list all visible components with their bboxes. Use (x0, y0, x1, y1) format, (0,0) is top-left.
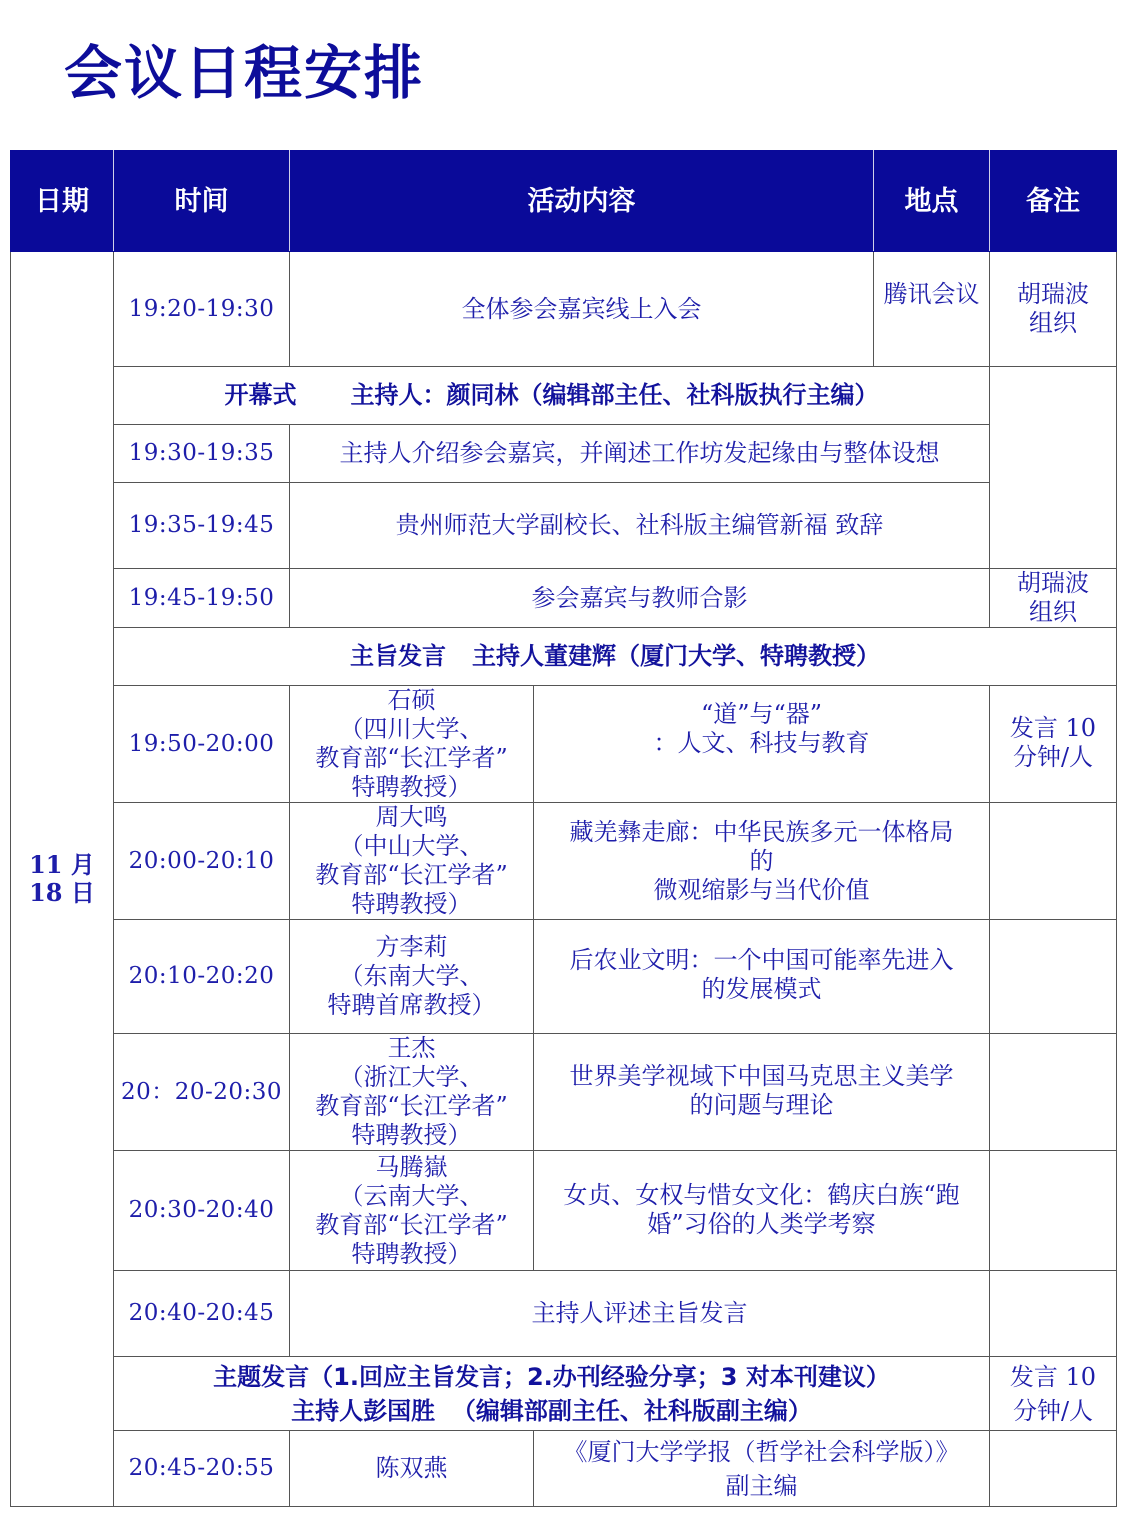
header-date: 日期 (11, 151, 114, 252)
speaker-cell: 马腾嶽 （云南大学、 教育部“长江学者” 特聘教授） (290, 1151, 534, 1271)
topic-cell: “道”与“器” ：人文、科技与教育 (534, 686, 990, 803)
activity-cell: 全体参会嘉宾线上入会 (290, 252, 874, 367)
table-row (11, 803, 1117, 920)
speaker-cell: 石硕 （四川大学、 教育部“长江学者” 特聘教授） (290, 686, 534, 803)
date-cell (11, 252, 114, 1507)
note-cell: 胡瑞波 组织 (990, 252, 1117, 367)
theme-title (114, 1357, 990, 1431)
speaker-cell: 方李莉 （东南大学、 特聘首席教授） (290, 920, 534, 1034)
theme-host: 主持人彭国胜 （编辑部副主任、社科版副主编） (291, 1396, 812, 1425)
activity-cell: 贵州师范大学副校长、社科版主编管新福 致辞 (290, 483, 990, 569)
note-cell-empty (990, 1431, 1117, 1507)
keynote-label: 主旨发言 (350, 642, 446, 670)
note-cell-empty (990, 1034, 1117, 1151)
opening-label: 开幕式 (224, 381, 297, 409)
keynote-title (114, 628, 1117, 686)
table-row (11, 1151, 1117, 1271)
activity-cell: 主持人评述主旨发言 (290, 1271, 990, 1357)
note-cell-empty (990, 367, 1117, 569)
time-cell: 19:35-19:45 (114, 483, 290, 569)
time-cell: 19:20-19:30 (114, 252, 290, 367)
date-day: 18 日 (29, 878, 95, 907)
time-cell: 19:45-19:50 (114, 569, 290, 628)
activity-cell: 参会嘉宾与教师合影 (290, 569, 990, 628)
note-cell-empty (990, 920, 1117, 1034)
note-cell: 胡瑞波 组织 (990, 569, 1117, 628)
header-note: 备注 (990, 151, 1117, 252)
date-month: 11 月 (29, 850, 95, 879)
speaker-cell: 周大鸣 （中山大学、 教育部“长江学者” 特聘教授） (290, 803, 534, 920)
time-cell: 20:45-20:55 (114, 1431, 290, 1507)
note-cell: 发言 10 分钟/人 (990, 1357, 1117, 1431)
header-row (11, 151, 1117, 252)
topic-cell: 后农业文明：一个中国可能率先进入 的发展模式 (534, 920, 990, 1034)
page-title: 会议日程安排 (64, 39, 425, 107)
session-header-opening (11, 367, 1117, 425)
schedule-table (10, 150, 1117, 1507)
note-cell-empty (990, 1151, 1117, 1271)
table-row (11, 1271, 1117, 1357)
time-cell: 20:30-20:40 (114, 1151, 290, 1271)
time-cell: 20:00-20:10 (114, 803, 290, 920)
time-cell: 19:30-19:35 (114, 425, 290, 483)
table-row (11, 1034, 1117, 1151)
speaker-cell: 陈双燕 (290, 1431, 534, 1507)
opening-host: 主持人：颜同林（编辑部主任、社科版执行主编） (350, 381, 879, 409)
activity-cell: 主持人介绍参会嘉宾，并阐述工作坊发起缘由与整体设想 (290, 425, 990, 483)
header-time: 时间 (114, 151, 290, 252)
topic-cell: 世界美学视域下中国马克思主义美学 的问题与理论 (534, 1034, 990, 1151)
time-cell: 19:50-20:00 (114, 686, 290, 803)
time-cell: 20:10-20:20 (114, 920, 290, 1034)
topic-cell: 女贞、女权与惜女文化：鹤庆白族“跑 婚”习俗的人类学考察 (534, 1151, 990, 1271)
table-row (11, 252, 1117, 367)
note-cell: 发言 10 分钟/人 (990, 686, 1117, 803)
note-cell-empty (990, 803, 1117, 920)
theme-line1: 主题发言（1.回应主旨发言；2.办刊经验分享；3 对本刊建议） (213, 1362, 890, 1391)
note-cell-empty (990, 1271, 1117, 1357)
table-row (11, 1431, 1117, 1507)
table-row (11, 483, 1117, 569)
table-row (11, 569, 1117, 628)
time-cell: 20：20-20:30 (114, 1034, 290, 1151)
topic-cell: 藏羌彝走廊：中华民族多元一体格局 的 微观缩影与当代价值 (534, 803, 990, 920)
session-header-theme (11, 1357, 1117, 1431)
table-row (11, 425, 1117, 483)
table-row (11, 686, 1117, 803)
header-location: 地点 (874, 151, 990, 252)
keynote-host: 主持人董建辉（厦门大学、特聘教授） (472, 642, 880, 670)
session-header-keynote (11, 628, 1117, 686)
time-cell: 20:40-20:45 (114, 1271, 290, 1357)
speaker-cell: 王杰 （浙江大学、 教育部“长江学者” 特聘教授） (290, 1034, 534, 1151)
topic-cell: 《厦门大学学报（哲学社会科学版）》 副主编 (534, 1431, 990, 1507)
opening-title (114, 367, 990, 425)
header-activity: 活动内容 (290, 151, 874, 252)
table-row (11, 920, 1117, 1034)
location-cell: 腾讯会议 (874, 252, 990, 367)
